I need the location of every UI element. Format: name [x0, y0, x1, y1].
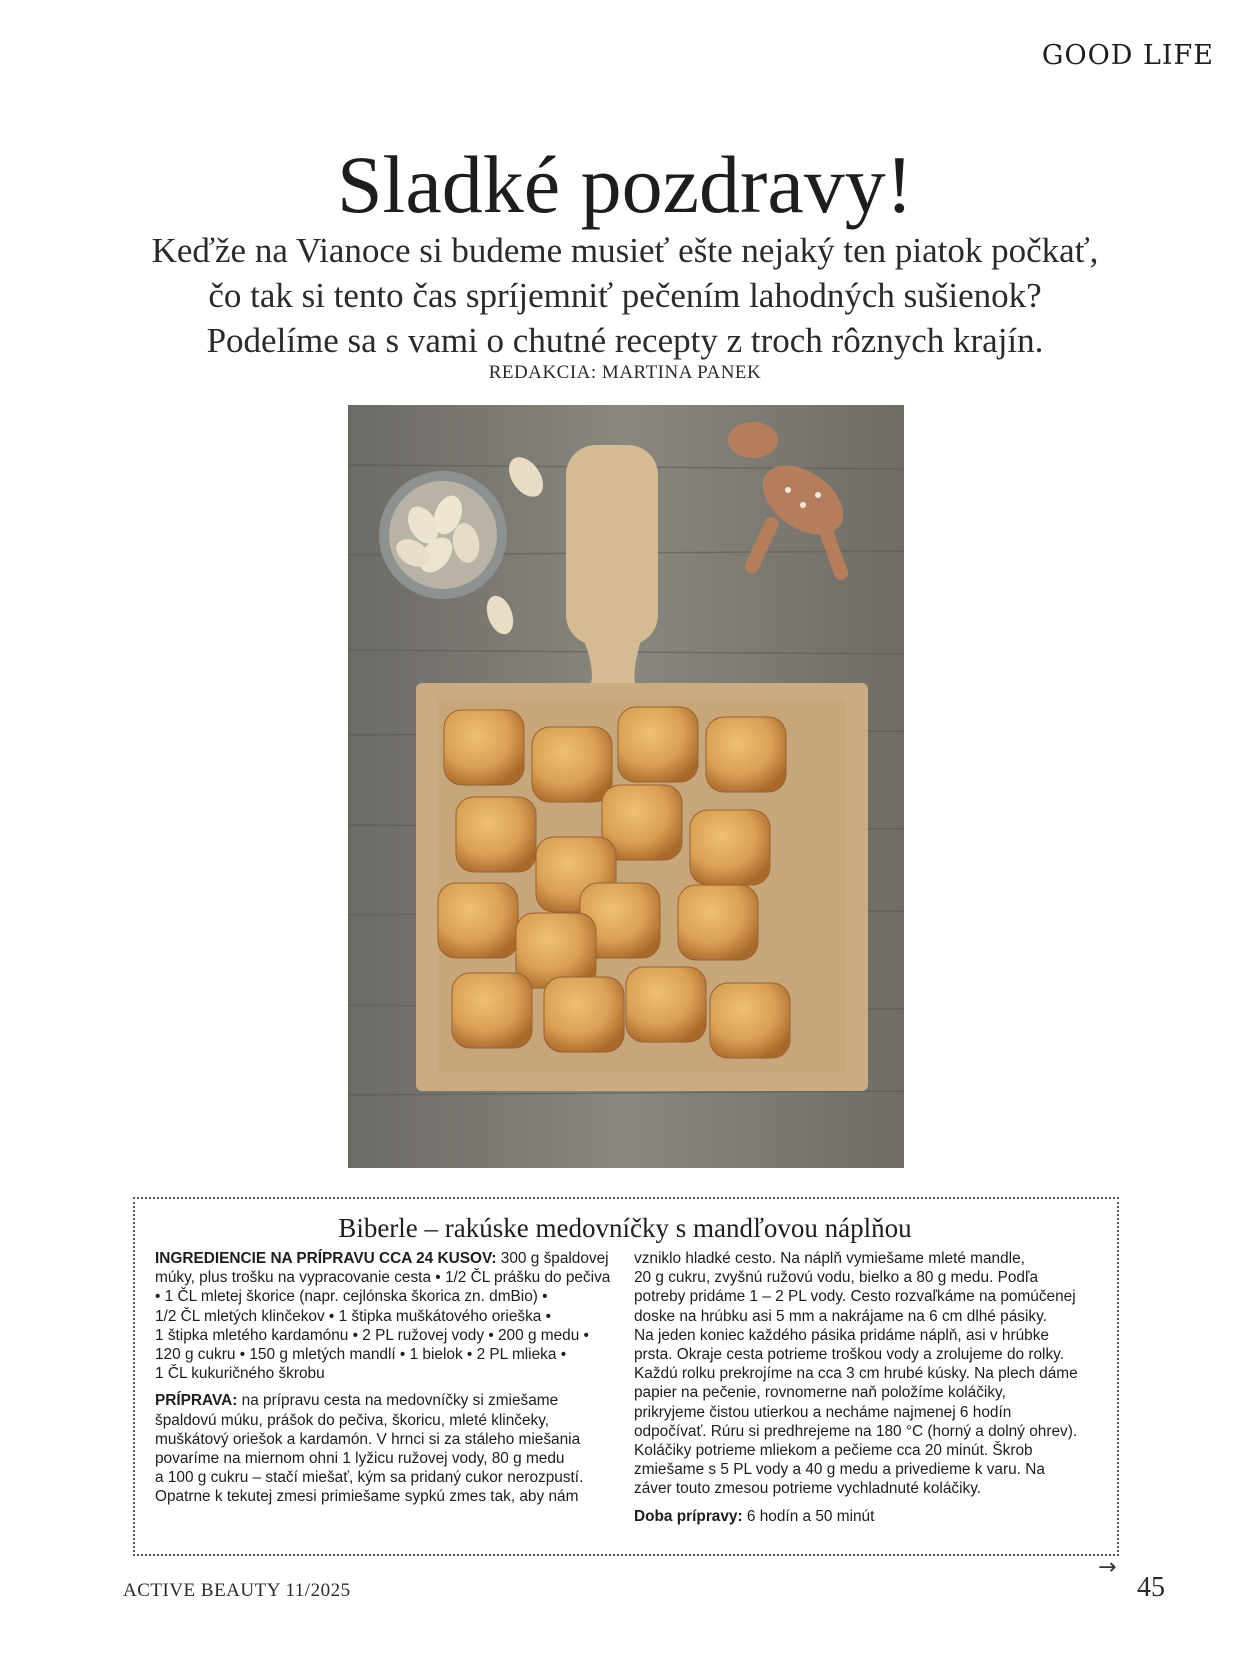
- lead-line: Keďže na Vianoce si budeme musieť ešte nejaký ten piatok počkať,: [151, 231, 1099, 270]
- preparation-line: vzniklo hladké cesto. Na náplň vymiešame mleté mandle,: [634, 1250, 1025, 1267]
- almond-bowl: [379, 471, 507, 599]
- preparation-line: papier na pečenie, rovnomerne naň položíme koláčiky,: [634, 1384, 1006, 1402]
- preparation-line: záver touto zmesou potrieme vychladnuté koláčiky.: [634, 1480, 982, 1498]
- preparation-line: odpočívať. Rúru si predhrejeme na 180 °C (horný a dolný ohrev).: [634, 1422, 1078, 1440]
- ingredients-line: 1/2 ČL mletých klinčekov • 1 štipka muškátového orieška •: [155, 1307, 552, 1325]
- preparation-line: Na jeden koniec každého pásika pridáme náplň, asi v hrúbke: [634, 1326, 1049, 1344]
- cookies-photo: [348, 405, 904, 1168]
- prep-time: Doba prípravy: 6 hodín a 50 minút: [634, 1507, 875, 1525]
- preparation-line: a 100 g cukru – stačí miešať, kým sa pridaný cukor nerozpustí.: [155, 1469, 584, 1487]
- ingredients-line: 120 g cukru • 150 g mletých mandlí • 1 bielok • 2 PL mlieka •: [155, 1346, 567, 1364]
- article-title: Sladké pozdravy!: [336, 139, 914, 230]
- preparation-line: Každú rolku prekrojíme na cca 3 cm hrubé kúsky. Na plech dáme: [634, 1365, 1078, 1383]
- ingredients-line: • 1 ČL mletej škorice (napr. cejlónska škorica zn. dmBio) •: [155, 1288, 548, 1306]
- next-page-arrow-icon[interactable]: →: [1098, 1555, 1117, 1580]
- ingredients-label: INGREDIENCIE NA PRÍPRAVU CCA 24 KUSOV:: [155, 1250, 497, 1267]
- preparation-line: muškátový oriešok a kardamón. V hrnci si za stáleho miešania: [155, 1430, 581, 1448]
- magazine-issue: ACTIVE BEAUTY 11/2025: [123, 1580, 351, 1601]
- preparation-line: Opatrne k tekutej zmesi primiešame sypkú zmes tak, aby nám: [155, 1488, 579, 1506]
- article-lead: [0, 228, 1250, 363]
- ingredients-line: 1 ČL kukuričného škrobu: [155, 1365, 325, 1383]
- preparation-line: prikryjeme čistou utierkou a necháme najmenej 6 hodín: [634, 1403, 1012, 1421]
- preparation-line: prsta. Okraje cesta potrieme troškou vody a zrolujeme do rolky.: [634, 1346, 1064, 1364]
- preparation-line: povaríme na miernom ohni 1 lyžicu ružovej vody, 80 g medu: [155, 1450, 565, 1468]
- preparation-line: PRÍPRAVA: na prípravu cesta na medovníčky si zmiešame: [155, 1392, 559, 1410]
- ingredients-line: INGREDIENCIE NA PRÍPRAVU CCA 24 KUSOV: 300 g špaldovej: [155, 1250, 609, 1267]
- preparation-line: potreby pridáme 1 – 2 PL vody. Cesto rozvaľkáme na pomúčenej: [634, 1288, 1076, 1306]
- ingredients-line: múky, plus trošku na vypracovanie cesta • 1/2 ČL prášku do pečiva: [155, 1269, 611, 1287]
- lead-line: Podelíme sa s vami o chutné recepty z troch rôznych krajín.: [206, 321, 1044, 360]
- ingredients-line: 1 štipka mletého kardamónu • 2 PL ružovej vody • 200 g medu •: [155, 1326, 589, 1344]
- recipe-right-column: [634, 1249, 1100, 1526]
- page-number: 45: [1137, 1572, 1165, 1603]
- author-credit: REDAKCIA: MARTINA PANEK: [488, 362, 762, 383]
- prep-time-label: Doba prípravy:: [634, 1507, 743, 1525]
- recipe-left-column: [155, 1249, 615, 1507]
- preparation-label: PRÍPRAVA:: [155, 1392, 238, 1410]
- section-label: GOOD LIFE: [1041, 40, 1214, 71]
- lead-line: čo tak si tento čas spríjemniť pečením lahodných sušienok?: [208, 276, 1042, 315]
- preparation-line: doske na hrúbku asi 5 mm a nakrájame na 6 cm dlhé pásiky.: [634, 1307, 1047, 1325]
- preparation-line: zmiešame s 5 PL vody a 40 g medu a privedieme k varu. Na: [634, 1461, 1045, 1479]
- recipe-title: Biberle – rakúske medovníčky s mandľovou náplňou: [338, 1213, 912, 1243]
- preparation-line: špaldovú múku, prášok do pečiva, škoricu, mleté klinčeky,: [155, 1411, 550, 1429]
- preparation-line: Koláčiky potrieme mliekom a pečieme cca 20 minút. Škrob: [634, 1442, 1033, 1460]
- preparation-line: 20 g cukru, zvyšnú ružovú vodu, bielko a 80 g medu. Podľa: [634, 1269, 1039, 1287]
